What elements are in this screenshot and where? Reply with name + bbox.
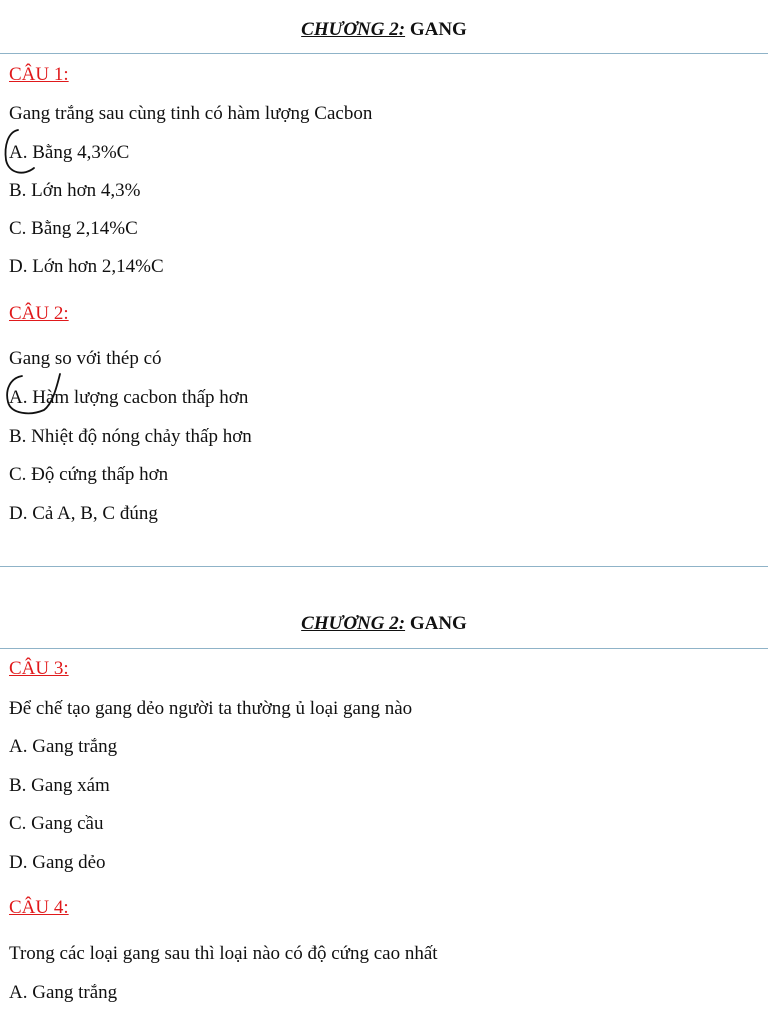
answer-option-b: B. Nhiệt độ nóng chảy thấp hơn	[9, 426, 252, 447]
selection-mark-icon	[0, 368, 70, 428]
chapter-title: GANG	[409, 613, 467, 634]
answer-option-a: A. Hàm lượng cacbon thấp hơn	[9, 387, 249, 408]
chapter-label: CHƯƠNG 2:	[301, 19, 406, 40]
chapter-heading	[0, 613, 768, 635]
answer-option-d: D. Gang dẻo	[9, 852, 106, 873]
chapter-heading	[0, 19, 768, 41]
question-label: CÂU 2:	[9, 303, 69, 324]
answer-option-b: B. Lớn hơn 4,3%	[9, 180, 141, 201]
answer-option-d: D. Cả A, B, C đúng	[9, 503, 158, 524]
answer-option-c: C. Bằng 2,14%C	[9, 218, 138, 239]
question-prompt: Trong các loại gang sau thì loại nào có độ cứng cao nhất	[9, 943, 438, 964]
answer-option-c: C. Gang cầu	[9, 813, 104, 834]
selection-mark-icon	[0, 120, 60, 180]
chapter-title: GANG	[409, 19, 467, 40]
answer-option-c: C. Độ cứng thấp hơn	[9, 464, 169, 485]
question-prompt: Gang so với thép có	[9, 348, 162, 369]
question-prompt: Để chế tạo gang dẻo người ta thường ủ loại gang nào	[9, 698, 413, 719]
answer-option-a: A. Bằng 4,3%C	[9, 142, 130, 163]
page-divider	[0, 566, 768, 567]
answer-option-a: A. Gang trắng	[9, 982, 118, 1003]
answer-option-d: D. Lớn hơn 2,14%C	[9, 256, 164, 277]
answer-option-b: B. Gang xám	[9, 775, 110, 796]
question-label: CÂU 3:	[9, 658, 69, 679]
answer-option-a: A. Gang trắng	[9, 736, 118, 757]
question-label: CÂU 4:	[9, 897, 69, 918]
chapter-label: CHƯƠNG 2:	[301, 613, 406, 634]
header-divider	[0, 53, 768, 54]
header-divider	[0, 648, 768, 649]
question-label: CÂU 1:	[9, 64, 69, 85]
question-prompt: Gang trắng sau cùng tinh có hàm lượng Cacbon	[9, 103, 373, 124]
